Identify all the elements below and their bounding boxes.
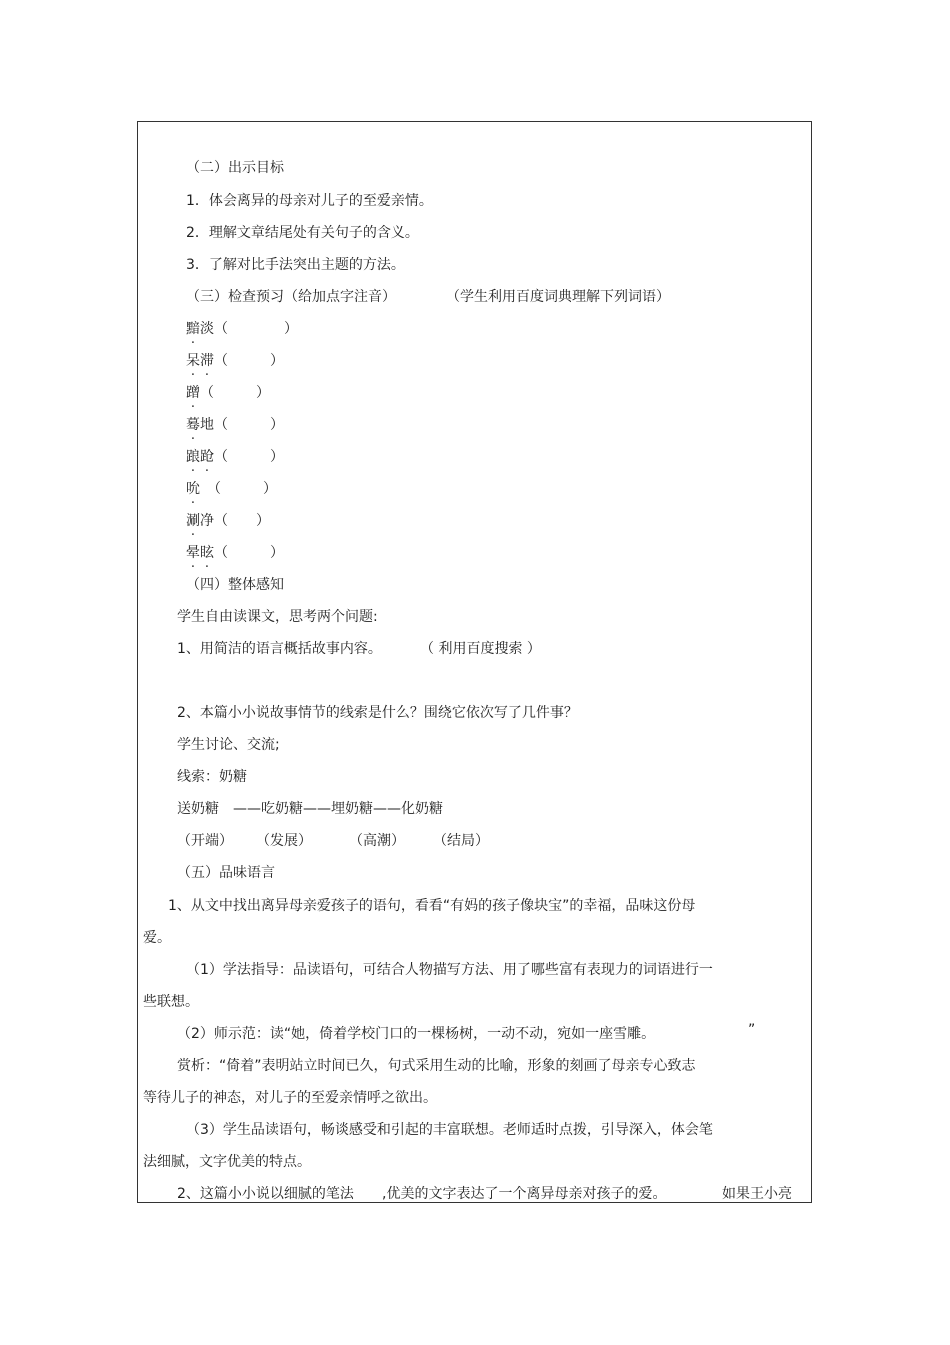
section-3-note: （学生利用百度词典理解下列词语）	[446, 289, 670, 305]
plot-stage: （高潮）	[349, 833, 405, 849]
vocab-item: 呆滞（ ）	[186, 353, 284, 369]
paragraph-line: （2）师示范：读“她，倚着学校门口的一棵杨树，一动不动，宛如一座雪雕。	[177, 1026, 656, 1042]
vocab-item: 晕眩（ ）	[186, 545, 284, 561]
discussion-line: 学生讨论、交流;	[177, 737, 280, 753]
question-2: 2、本篇小小说故事情节的线索是什么？围绕它依次写了几件事？	[177, 705, 578, 721]
paragraph-line: （1）学法指导：品读语句，可结合人物描写方法、用了哪些富有表现力的词语进行一	[186, 962, 713, 978]
goal-item-2: 2．理解文章结尾处有关句子的含义。	[186, 225, 419, 241]
paragraph-line: 1、从文中找出离异母亲爱孩子的语句，看看“有妈的孩子像块宝”的幸福，品味这份母	[168, 898, 696, 914]
section-2-heading: （二）出示目标	[186, 160, 284, 176]
section-3-heading: （三）检查预习（给加点字注音）	[186, 289, 396, 305]
section-4-intro: 学生自由读课文，思考两个问题:	[177, 609, 378, 625]
clue-line: 线索：奶糖	[177, 769, 247, 785]
plot-stage: （结局）	[433, 833, 489, 849]
vocab-item: 黯淡（ ）	[186, 321, 298, 337]
vocab-item: 涮净（ ）	[186, 513, 270, 529]
section-5-heading: （五）品味语言	[177, 865, 275, 881]
closing-quote: ”	[748, 1022, 756, 1038]
section-4-heading: （四）整体感知	[186, 577, 284, 593]
vocab-item: 蹭（ ）	[186, 385, 270, 401]
paragraph-line: 赏析：“倚着”表明站立时间已久，句式采用生动的比喻，形象的刻画了母亲专心致志	[177, 1058, 696, 1074]
plot-stage: （发展）	[256, 833, 312, 849]
paragraph-line: ,优美的文字表达了一个离异母亲对孩子的爱。	[382, 1186, 667, 1202]
question-1-note: （ 利用百度搜索 ）	[420, 641, 541, 657]
paragraph-line: 爱。	[143, 930, 171, 946]
plot-chain: 送奶糖 ——吃奶糖——埋奶糖——化奶糖	[177, 801, 443, 817]
vocab-item: 蓦地（ ）	[186, 417, 284, 433]
paragraph-line: 2、这篇小小说以细腻的笔法	[177, 1186, 354, 1202]
goal-item-3: 3．了解对比手法突出主题的方法。	[186, 257, 405, 273]
question-1: 1、用简洁的语言概括故事内容。	[177, 641, 382, 657]
vocab-item: 踉跄（ ）	[186, 449, 284, 465]
vocab-item: 吮 （ ）	[186, 481, 277, 497]
paragraph-line: 等待儿子的神态，对儿子的至爱亲情呼之欲出。	[143, 1090, 437, 1106]
paragraph-line: （3）学生品读语句，畅谈感受和引起的丰富联想。老师适时点拨，引导深入，体会笔	[186, 1122, 713, 1138]
plot-stage: （开端）	[177, 833, 233, 849]
goal-item-1: 1．体会离异的母亲对儿子的至爱亲情。	[186, 193, 433, 209]
paragraph-line: 些联想。	[143, 994, 199, 1010]
paragraph-line: 如果王小亮	[722, 1186, 792, 1202]
paragraph-line: 法细腻，文字优美的特点。	[143, 1154, 311, 1170]
